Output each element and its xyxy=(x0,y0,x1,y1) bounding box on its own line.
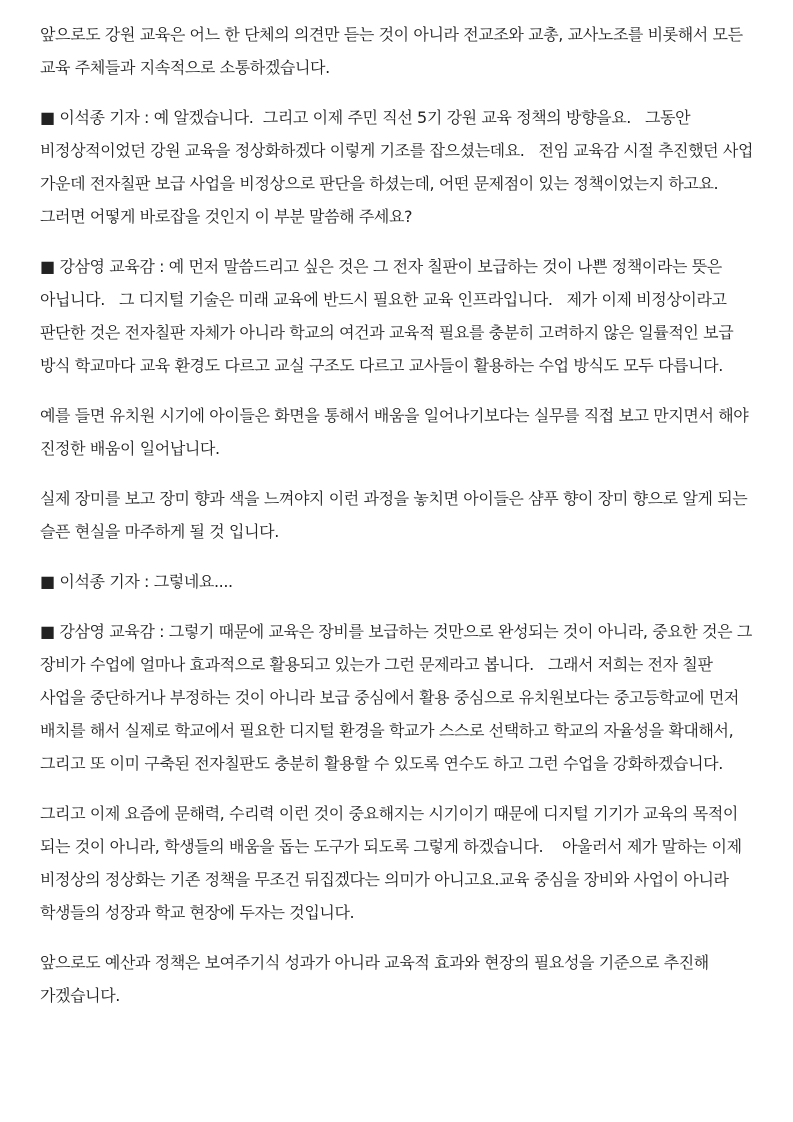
paragraph-reporter-question: ■ 이석종 기자 : 예 알겠습니다. 그리고 이제 주민 직선 5기 강원 교육 정책의 방향을요. 그동안 비정상적이었던 강원 교육을 정상화하겠다 이렇게 기조를 잡으셨는데요. 전임 교육감 시절 추진했던 사업 가운데 전자칠판 보급 사업을 비정상으로 판단을 하셨는데, 어떤 문제점이 있는 정책이었는지 하고요. 그러면 어떻게 바로잡을 것인지 이 부분 말씀해 주세요? xyxy=(40,108,758,226)
paragraph-reporter-reply: ■ 이석종 기자 : 그렇네요.... xyxy=(40,572,233,591)
paragraph-digital-literacy: 그리고 이제 요즘에 문해력, 수리력 이런 것이 중요해지는 시기이기 때문에 디지털 기기가 교육의 목적이 되는 것이 아니라, 학생들의 배움을 돕는 도구가 되도록 그렇게 하겠습니다. 아울러서 제가 말하는 이제 비정상의 정상화는 기존 정책을 무조건 뒤집겠다는 의미가 아니고요.교육 중심을 장비와 사업이 아니라 학생들의 성장과 학교 현장에 두자는 것입니다. xyxy=(40,804,747,922)
paragraph-rose-example: 실제 장미를 보고 장미 향과 색을 느껴야지 이런 과정을 놓치면 아이들은 샴푸 향이 장미 향으로 알게 되는 슬픈 현실을 마주하게 될 것 입니다. xyxy=(40,489,753,541)
paragraph-superintendent-plan: ■ 강삼영 교육감 : 그렇기 때문에 교육은 장비를 보급하는 것만으로 완성되는 것이 아니라, 중요한 것은 그 장비가 수업에 얼마나 효과적으로 활용되고 있는가 그런 문제라고 봅니다. 그래서 저희는 전자 칠판 사업을 중단하거나 부정하는 것이 아니라 보급 중심에서 활용 중심으로 유치원보다는 중고등학교에 먼저 배치를 해서 실제로 학교에서 필요한 디지털 환경을 학교가 스스로 선택하고 학교의 자율성을 확대해서, 그리고 또 이미 구축된 전자칠판도 충분히 활용할 수 있도록 연수도 하고 그런 수업을 강화하겠습니다. xyxy=(40,622,757,773)
paragraph-kindergarten-example: 예를 들면 유치원 시기에 아이들은 화면을 통해서 배움을 일어나기보다는 실무를 직접 보고 만지면서 해야 진정한 배움이 일어납니다. xyxy=(40,406,754,458)
paragraph-budget-policy: 앞으로도 예산과 정책은 보여주기식 성과가 아니라 교육적 효과와 현장의 필요성을 기준으로 추진해 가겠습니다. xyxy=(40,953,714,1005)
paragraph-superintendent-answer: ■ 강삼영 교육감 : 예 먼저 말씀드리고 싶은 것은 그 전자 칠판이 보급하는 것이 나쁜 정책이라는 뜻은 아닙니다. 그 디지털 기술은 미래 교육에 반드시 필요한 교육 인프라입니다. 제가 이제 비정상이라고 판단한 것은 전자칠판 자체가 아니라 학교의 여건과 교육적 필요를 충분히 고려하지 않은 일률적인 보급 방식 학교마다 교육 환경도 다르고 교실 구조도 다르고 교사들이 활용하는 수업 방식도 모두 다릅니다. xyxy=(40,257,738,375)
paragraph-closing-remark: 앞으로도 강원 교육은 어느 한 단체의 의견만 듣는 것이 아니라 전교조와 교총, 교사노조를 비롯해서 모든 교육 주체들과 지속적으로 소통하겠습니다. xyxy=(40,25,748,77)
